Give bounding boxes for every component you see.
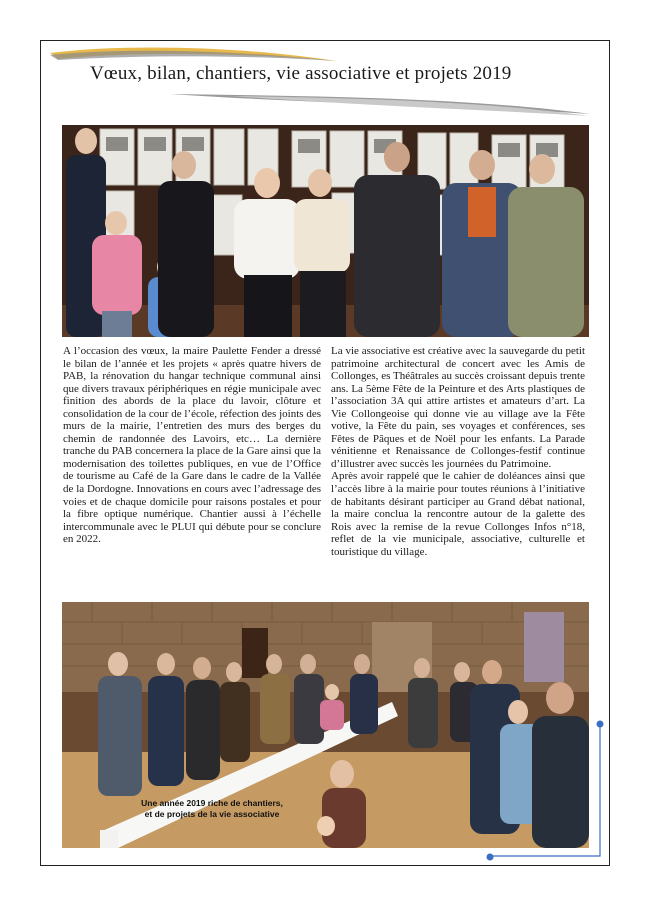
photo-officials-drawing [62, 125, 589, 337]
caption-line-1: Une année 2019 riche de chantiers, [141, 798, 283, 808]
article-column-1 [63, 345, 321, 546]
photo-caption [132, 798, 292, 820]
header-swoosh-top [48, 45, 338, 63]
article-paragraph-3: Après avoir rappelé que le cahier de doléances ainsi que l’accès libre à la mairie pour toutes réunions à l’initiative de habitants désirant participer au Grand débat national, la maire conclua la rencontre autour de la galette des Rois avec la remise de la revue Collonges Infos n°18, reflet de la vie municipale, associative, culturelle et touristique du village. [331, 470, 585, 558]
article-paragraph-1: A l’occasion des vœux, la maire Paulette Fender a dressé le bilan de l’année et les projets « après quatre hivers de PAB, la rénovation du hangar technique communal ainsi que divers travaux périphériques en régie municipale avec finition des abords de la place du lavoir, clôture et consolidation de la cour de l’école, réfection des joints des murs de la mairie, l’entretien des murs des berges du chemin de randonnée des Lavoirs, etc… La dernière tranche du PAB concernera la place de la Gare ainsi que la modernisation des toilettes publiques, en vue de l’Office de tourisme au Café de la Gare dans le cadre de la Vallée de la Dordogne. Innovations en cours avec l’adressage des voies et de chaque domicile pour raisons postales et pour la fibre optique numérique. Chantier aussi à l’échelle intercommunale avec le PLUI qui débute pour se conclure en 2022. [63, 345, 321, 546]
photo-officials [62, 125, 589, 337]
article-paragraph-2: La vie associative est créative avec la sauvegarde du petit patrimoine architectural de concert avec les Amis de Collonges, es Théâtrales au succès croissant depuis trente ans. La 5ème Fête de la Peinture et des Arts plastiques de l’association 3A qui attire artistes et amateurs d’art. La Vie Collongeoise qui donne vie au village ave la Fête votive, la Fête du pain, ses voyages et conférences, ses Fêtes de Pâques et de Noël pour les enfants. La Parade vénitienne et Renaissance de Collonges-festif continue d’illustrer avec succès les journées du Patrimoine. [331, 345, 585, 470]
header-swoosh-bottom [170, 92, 590, 118]
article-column-2 [331, 345, 585, 558]
caption-line-2: et de projets de la vie associative [144, 809, 280, 819]
page-title: Vœux, bilan, chantiers, vie associative et projets 2019 [90, 63, 512, 84]
corner-accent [480, 720, 610, 870]
